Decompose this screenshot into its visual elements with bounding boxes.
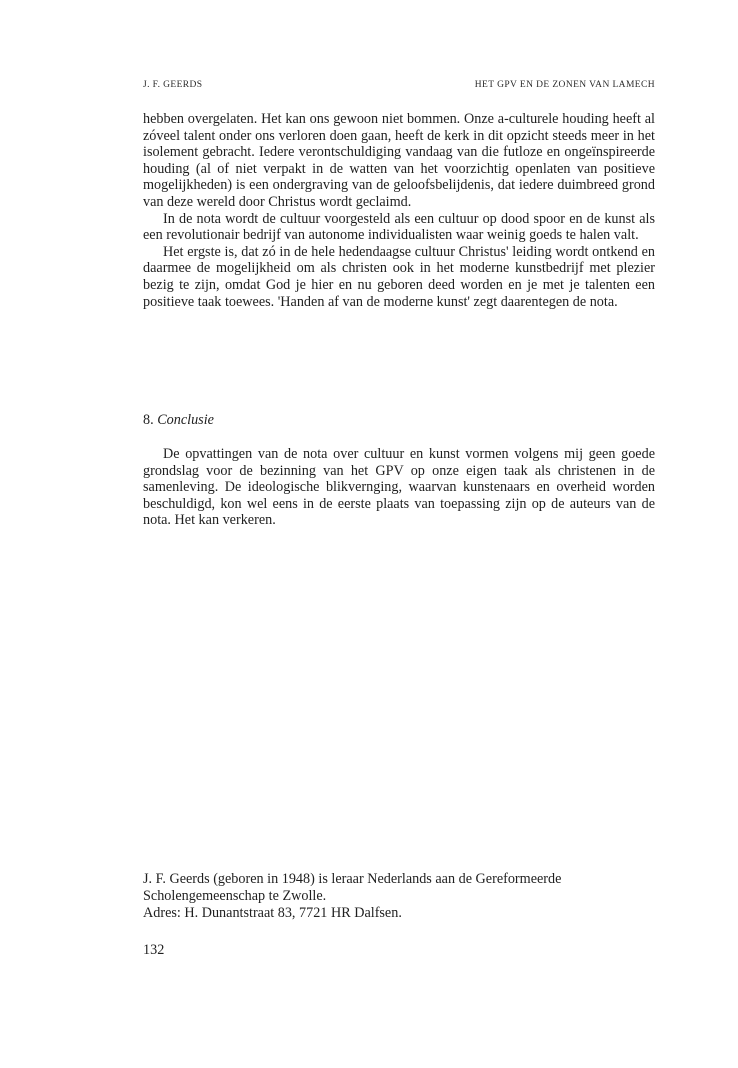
body-paragraph: Het ergste is, dat zó in de hele hedendaagse cultuur Christus' leiding wordt ontkend en daarmee de mogelijkheid om als christen ook in het moderne kunstbedrijf met plezier bezig te zijn, omdat God je hier en nu geboren deed worden en je met je talenten een positieve taak toewees. 'Handen af van de moderne kunst' zegt daarentegen de nota. [143, 243, 655, 310]
section-number: 8. [143, 412, 154, 428]
author-address: Adres: H. Dunantstraat 83, 7721 HR Dalfsen. [143, 905, 402, 921]
body-paragraph: hebben overgelaten. Het kan ons gewoon niet bommen. Onze a-culturele houding heeft al zóveel talent onder ons verloren doen gaan, heeft de kerk in dit opzicht steeds meer in het isolement gebracht. Iedere verontschuldiging vandaag van die futloze en ongeïnspireerde houding (al of niet verpakt in de watten van het voorzichtig openlaten van positieve mogelijkheden) is een ondergraving van de geloofsbelijdenis, dat iedere duimbreed grond van deze wereld door Christus wordt geclaimd. [143, 111, 655, 210]
section-title: Conclusie [157, 412, 214, 428]
author-bio: J. F. Geerds (geboren in 1948) is leraar Nederlands aan de Gereformeerde Scholengemeenschap te Zwolle. [143, 871, 562, 904]
header-article-title: HET GPV EN DE ZONEN VAN LAMECH [474, 80, 655, 90]
body-paragraph: In de nota wordt de cultuur voorgesteld als een cultuur op dood spoor en de kunst als een revolutionair bedrijf van autonome individualisten waar weinig goeds te halen valt. [143, 210, 655, 244]
body-text [143, 111, 655, 310]
running-header [143, 80, 655, 90]
conclusion-paragraph: De opvattingen van de nota over cultuur en kunst vormen volgens mij geen goede grondslag voor de bezinning van het GPV op onze eigen taak als christenen in de samenleving. De ideologische blikvernging, waarvan kunstenaars en overheid worden beschuldigd, kon wel eens in de eerste plaats van toepassing zijn op de auteurs van de nota. Het kan verkeren. [143, 446, 655, 529]
section-heading [143, 412, 214, 429]
conclusion-text [143, 446, 655, 529]
author-note [143, 871, 655, 922]
header-author: J. F. GEERDS [143, 80, 203, 90]
page-number: 132 [143, 942, 165, 958]
